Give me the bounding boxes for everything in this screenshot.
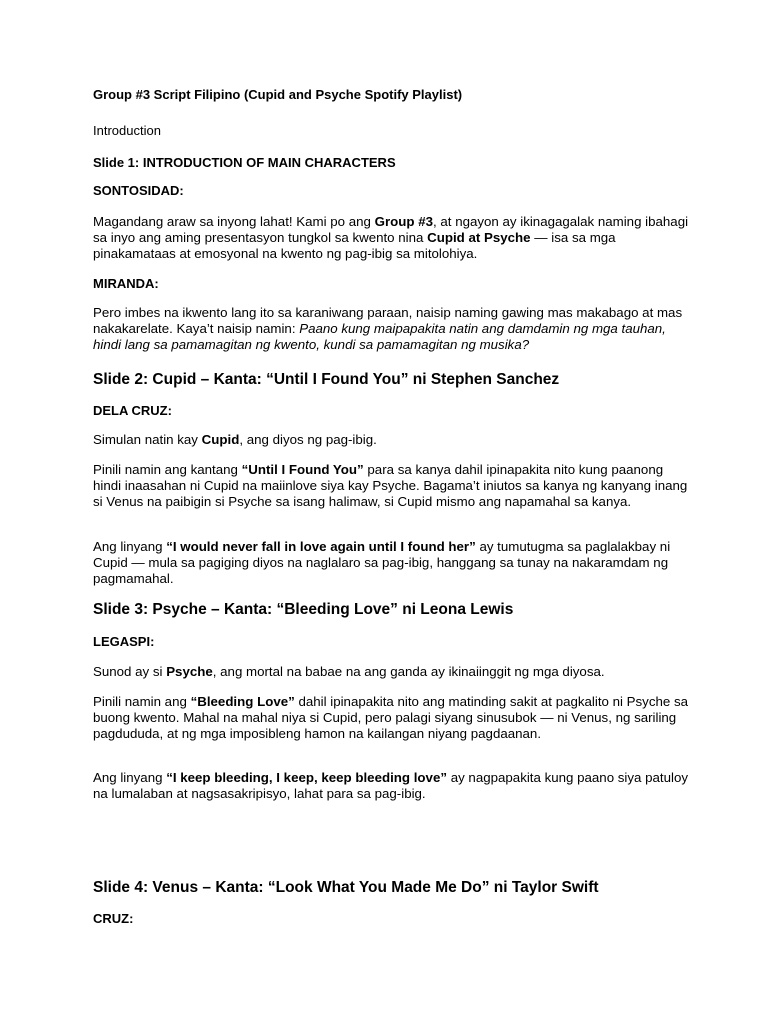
slide2-heading: Slide 2: Cupid – Kanta: “Until I Found You” ni Stephen Sanchez	[93, 371, 560, 388]
speaker-miranda: MIRANDA:	[93, 276, 159, 291]
slide3-paragraph-2: Pinili namin ang “Bleeding Love” dahil ipinapakita nito ang matinding sakit at pagkalito ni Psyche sa buong kwento. Mahal na mahal niya si Cupid, pero palagi siyang sinusubok — ni Venus, ng sariling pagdududa, at ng mga imposibleng hamon na kailangan niyang pagdaanan.	[93, 694, 689, 741]
slide1-heading: Slide 1: INTRODUCTION OF MAIN CHARACTERS	[93, 155, 396, 170]
document-title: Group #3 Script Filipino (Cupid and Psyche Spotify Playlist)	[93, 87, 463, 102]
slide1-paragraph-1: Magandang araw sa inyong lahat! Kami po ang Group #3, at ngayon ay ikinagagalak naming ibahagi sa inyo ang aming presentasyon tungkol sa kwento nina Cupid at Psyche — isa sa mga pinakamataas at emosyonal na kwento ng pag-ibig sa mitolohiya.	[93, 214, 689, 261]
slide2-paragraph-1: Simulan natin kay Cupid, ang diyos ng pag-ibig.	[93, 432, 377, 447]
speaker-dela-cruz: DELA CRUZ:	[93, 403, 172, 418]
slide3-paragraph-1: Sunod ay si Psyche, ang mortal na babae na ang ganda ay ikinaiinggit ng mga diyosa.	[93, 664, 605, 679]
speaker-sontosidad: SONTOSIDAD:	[93, 183, 184, 198]
slide3-heading: Slide 3: Psyche – Kanta: “Bleeding Love” ni Leona Lewis	[93, 601, 514, 618]
slide4-heading: Slide 4: Venus – Kanta: “Look What You Made Me Do” ni Taylor Swift	[93, 879, 599, 896]
speaker-cruz: CRUZ:	[93, 911, 134, 926]
slide1-paragraph-2: Pero imbes na ikwento lang ito sa karaniwang paraan, naisip naming gawing mas makabago at mas nakakarelate. Kaya’t naisip namin: Paano kung maipapakita natin ang damdamin ng mga tauhan, hindi lang sa pamamagitan ng kwento, kundi sa pamamagitan ng musika?	[93, 305, 683, 352]
speaker-legaspi: LEGASPI:	[93, 634, 155, 649]
slide2-paragraph-2: Pinili namin ang kantang “Until I Found You” para sa kanya dahil ipinapakita nito kung paanong hindi inaasahan ni Cupid na maiinlove siya kay Psyche. Bagama’t iniutos sa kanya ng kanyang inang si Venus na paibigin si Psyche sa isang halimaw, si Cupid mismo ang napamahal sa kanya.	[93, 462, 688, 509]
slide3-paragraph-3: Ang linyang “I keep bleeding, I keep, keep bleeding love” ay nagpapakita kung paano siya patuloy na lumalaban at nagsasakripisyo, lahat para sa pag-ibig.	[93, 770, 688, 801]
slide2-paragraph-3: Ang linyang “I would never fall in love again until I found her” ay tumutugma sa paglalakbay ni Cupid — mula sa pagiging diyos na naglalaro sa pag-ibig, hanggang sa tunay na nakaramdam ng pagmamahal.	[93, 539, 671, 586]
introduction-label: Introduction	[93, 123, 161, 138]
